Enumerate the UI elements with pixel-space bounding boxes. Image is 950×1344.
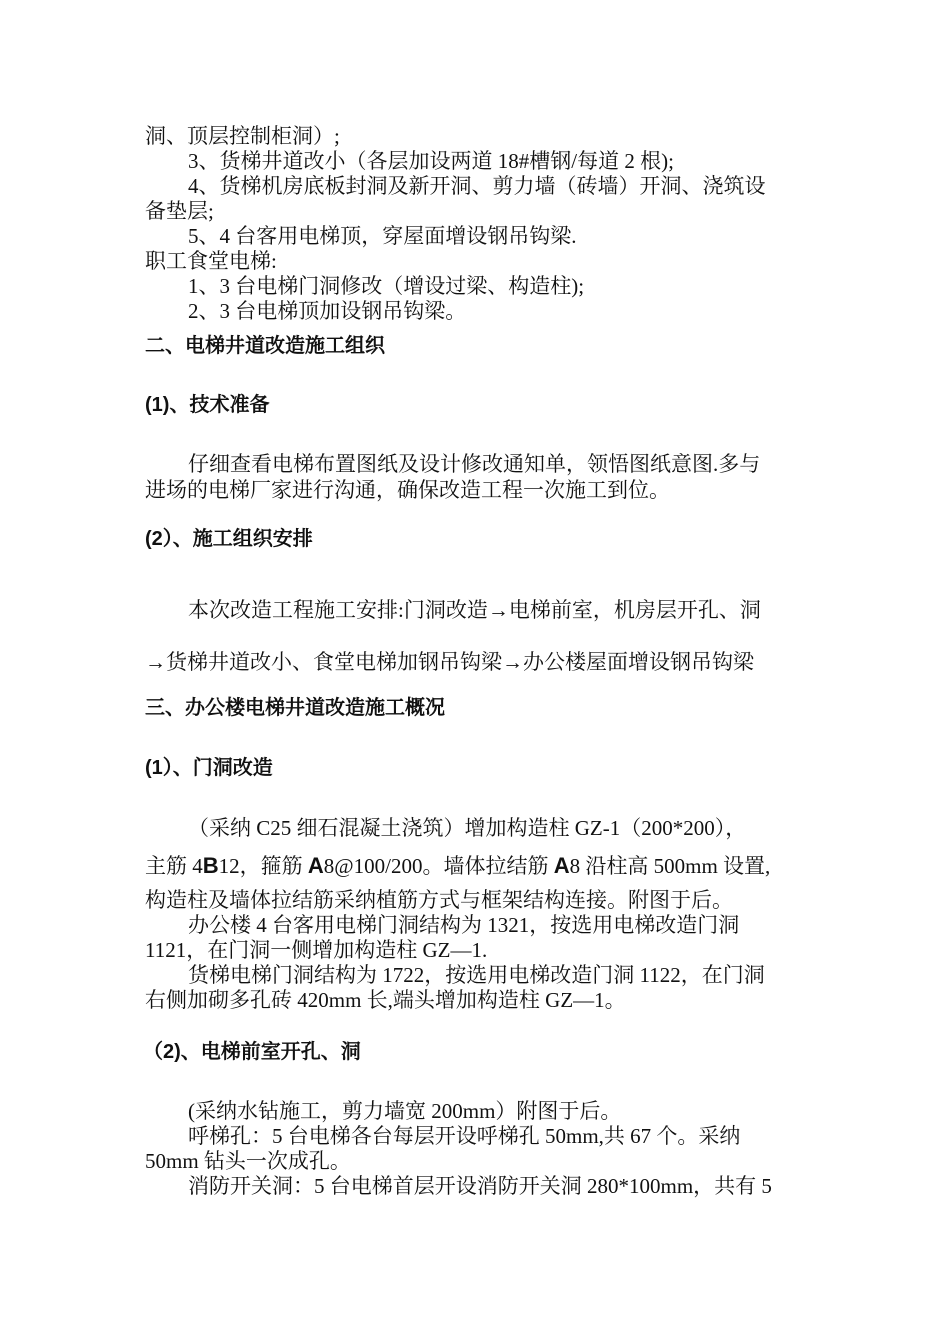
text-line: 50mm 钻头一次成孔。 <box>145 1149 351 1173</box>
subsection-heading: （2)、电梯前室开孔、洞 <box>143 1041 361 1063</box>
text-line: 5、4 台客用电梯顶，穿屋面增设钢吊钩梁. <box>188 224 577 248</box>
text-line-rebar <box>145 853 770 879</box>
text-line: (采纳水钻施工，剪力墙宽 200mm）附图于后。 <box>188 1099 622 1123</box>
text-line: 本次改造工程施工安排:门洞改造→电梯前室，机房层开孔、洞 <box>188 598 761 622</box>
rebar-grade-symbol: A <box>307 853 324 878</box>
text-line: 4、货梯机房底板封洞及新开洞、剪力墙（砖墙）开洞、浇筑设 <box>188 174 766 198</box>
subsection-heading: (2）、施工组织安排 <box>145 528 313 550</box>
text-line: 洞、顶层控制柜洞）; <box>145 124 340 148</box>
text-line: 办公楼 4 台客用电梯门洞结构为 1321，按选用电梯改造门洞 <box>188 913 740 937</box>
rebar-text: 主筋 4 <box>145 854 203 878</box>
text-line: 右侧加砌多孔砖 420mm 长,端头增加构造柱 GZ—1。 <box>145 988 626 1012</box>
text-line: 1、3 台电梯门洞修改（增设过梁、构造柱); <box>188 274 585 298</box>
text-line: 备垫层; <box>145 199 214 223</box>
text-line: 3、货梯井道改小（各层加设两道 18#槽钢/每道 2 根); <box>188 149 674 173</box>
text-line: 构造柱及墙体拉结筋采纳植筋方式与框架结构连接。附图于后。 <box>145 888 733 912</box>
text-line: 2、3 台电梯顶加设钢吊钩梁。 <box>188 299 467 323</box>
text-line: （采纳 C25 细石混凝土浇筑）增加构造柱 GZ-1（200*200）， <box>188 816 747 840</box>
subsection-heading: (1)、技术准备 <box>145 394 270 416</box>
text-line: 货梯电梯门洞结构为 1722，按选用电梯改造门洞 1122，在门洞 <box>188 963 765 987</box>
rebar-grade-symbol: A <box>553 853 570 878</box>
text-line: 消防开关洞：5 台电梯首层开设消防开关洞 280*100mm，共有 5 <box>188 1174 772 1198</box>
section-heading: 二、电梯井道改造施工组织 <box>145 335 385 357</box>
rebar-text: 8@100/200。墙体拉结筋 <box>323 854 554 878</box>
text-line: 职工食堂电梯: <box>145 249 277 273</box>
rebar-grade-symbol: B <box>202 853 219 878</box>
section-heading: 三、办公楼电梯井道改造施工概况 <box>145 697 445 719</box>
text-line: 仔细查看电梯布置图纸及设计修改通知单，领悟图纸意图.多与 <box>188 452 761 476</box>
text-line: 呼梯孔：5 台电梯各台每层开设呼梯孔 50mm,共 67 个。采纳 <box>188 1124 741 1148</box>
rebar-text: 12，箍筋 <box>218 854 308 878</box>
subsection-heading: (1）、门洞改造 <box>145 757 273 779</box>
text-line: 1121，在门洞一侧增加构造柱 GZ—1. <box>145 938 488 962</box>
text-line: →货梯井道改小、食堂电梯加钢吊钩梁→办公楼屋面增设钢吊钩梁 <box>145 650 754 674</box>
rebar-text: 8 沿柱高 500mm 设置, <box>569 854 771 878</box>
text-line: 进场的电梯厂家进行沟通，确保改造工程一次施工到位。 <box>145 478 670 502</box>
